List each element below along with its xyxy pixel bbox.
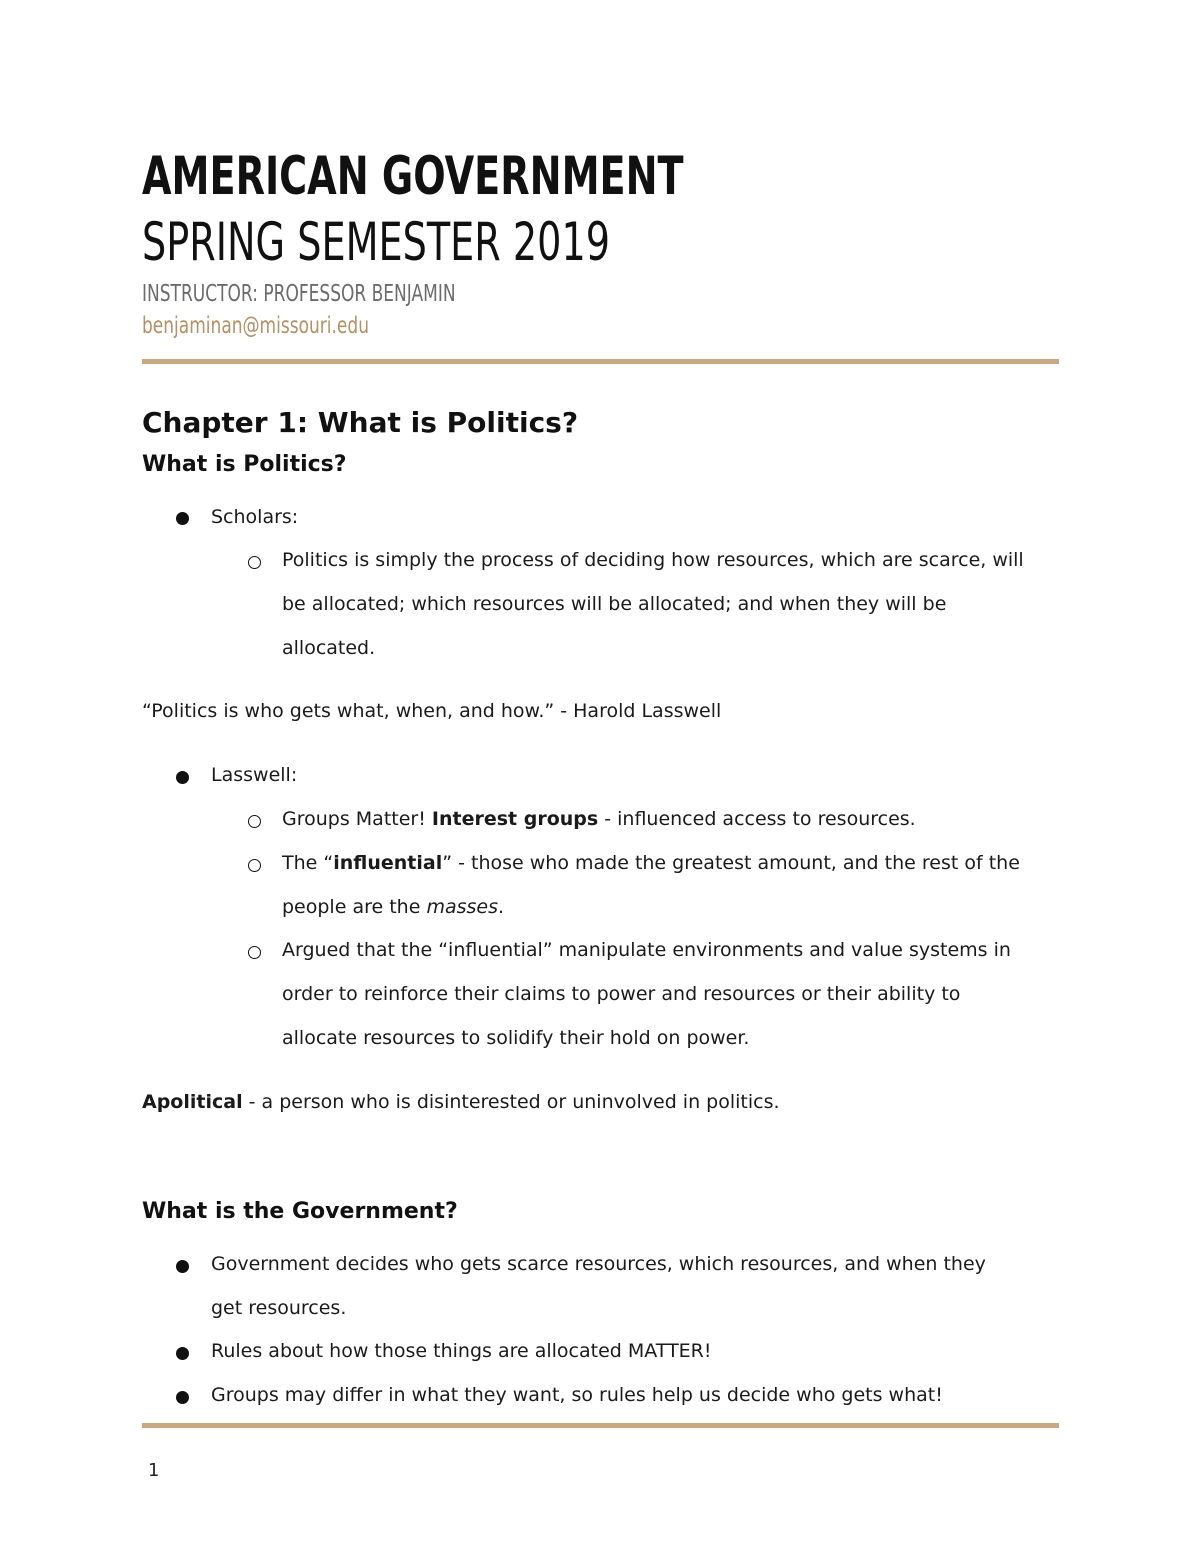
section-heading-politics: What is Politics? xyxy=(142,452,347,477)
sub-bullet-icon xyxy=(248,556,261,569)
sub-bullet-icon xyxy=(248,815,261,828)
list-item-government: Government decides who gets scarce resources, which resources, and when they xyxy=(211,1253,986,1275)
instructor-email-link[interactable]: benjaminan@missouri.edu xyxy=(142,313,369,339)
list-item-scholars: Scholars: xyxy=(211,506,299,528)
list-item-text: Politics is simply the process of deciding how resources, which are scarce, will xyxy=(282,549,1024,571)
list-item-text: order to reinforce their claims to power and resources or their ability to xyxy=(282,983,961,1005)
chapter-title: Chapter 1: What is Politics? xyxy=(142,406,579,439)
term-interest-groups: Interest groups xyxy=(431,808,599,830)
document-subtitle: SPRING SEMESTER 2019 xyxy=(142,212,611,273)
header-divider xyxy=(142,359,1059,364)
bullet-icon xyxy=(176,771,189,784)
definition-apolitical xyxy=(142,1091,780,1113)
document-title: AMERICAN GOVERNMENT xyxy=(142,146,684,207)
term-influential: influential xyxy=(333,852,443,874)
text-run: Groups Matter! xyxy=(282,808,432,830)
text-run: - influenced access to resources. xyxy=(598,808,916,830)
term-apolitical: Apolitical xyxy=(142,1091,243,1113)
list-item-rules: Rules about how those things are allocated MATTER! xyxy=(211,1340,712,1362)
text-run: . xyxy=(497,896,505,918)
list-item-lasswell: Lasswell: xyxy=(211,764,298,786)
text-run: people are the xyxy=(282,896,427,918)
text-run: - a person who is disinterested or uninvolved in politics. xyxy=(242,1091,780,1113)
footer-divider xyxy=(142,1423,1059,1428)
text-run: The “ xyxy=(282,852,334,874)
sub-bullet-icon xyxy=(248,859,261,872)
page-number: 1 xyxy=(148,1460,160,1481)
bullet-icon xyxy=(176,512,189,525)
list-item-text: get resources. xyxy=(211,1297,347,1319)
list-item-groups xyxy=(282,808,916,830)
list-item-text: allocate resources to solidify their hold on power. xyxy=(282,1027,750,1049)
list-item-groups-differ: Groups may differ in what they want, so rules help us decide who gets what! xyxy=(211,1384,943,1406)
lasswell-quote: “Politics is who gets what, when, and how.” - Harold Lasswell xyxy=(142,700,722,722)
term-masses: masses xyxy=(426,896,498,918)
text-run: ” - those who made the greatest amount, and the rest of the xyxy=(442,852,1020,874)
bullet-icon xyxy=(176,1260,189,1273)
bullet-icon xyxy=(176,1347,189,1360)
instructor-line: INSTRUCTOR: PROFESSOR BENJAMIN xyxy=(142,281,456,307)
bullet-icon xyxy=(176,1391,189,1404)
list-item-text xyxy=(282,896,504,918)
list-item-influential xyxy=(282,852,1020,874)
sub-bullet-icon xyxy=(248,946,261,959)
list-item-text: be allocated; which resources will be allocated; and when they will be xyxy=(282,593,947,615)
list-item-text: allocated. xyxy=(282,637,376,659)
list-item-argued: Argued that the “influential” manipulate environments and value systems in xyxy=(282,939,1011,961)
section-heading-government: What is the Government? xyxy=(142,1199,458,1224)
